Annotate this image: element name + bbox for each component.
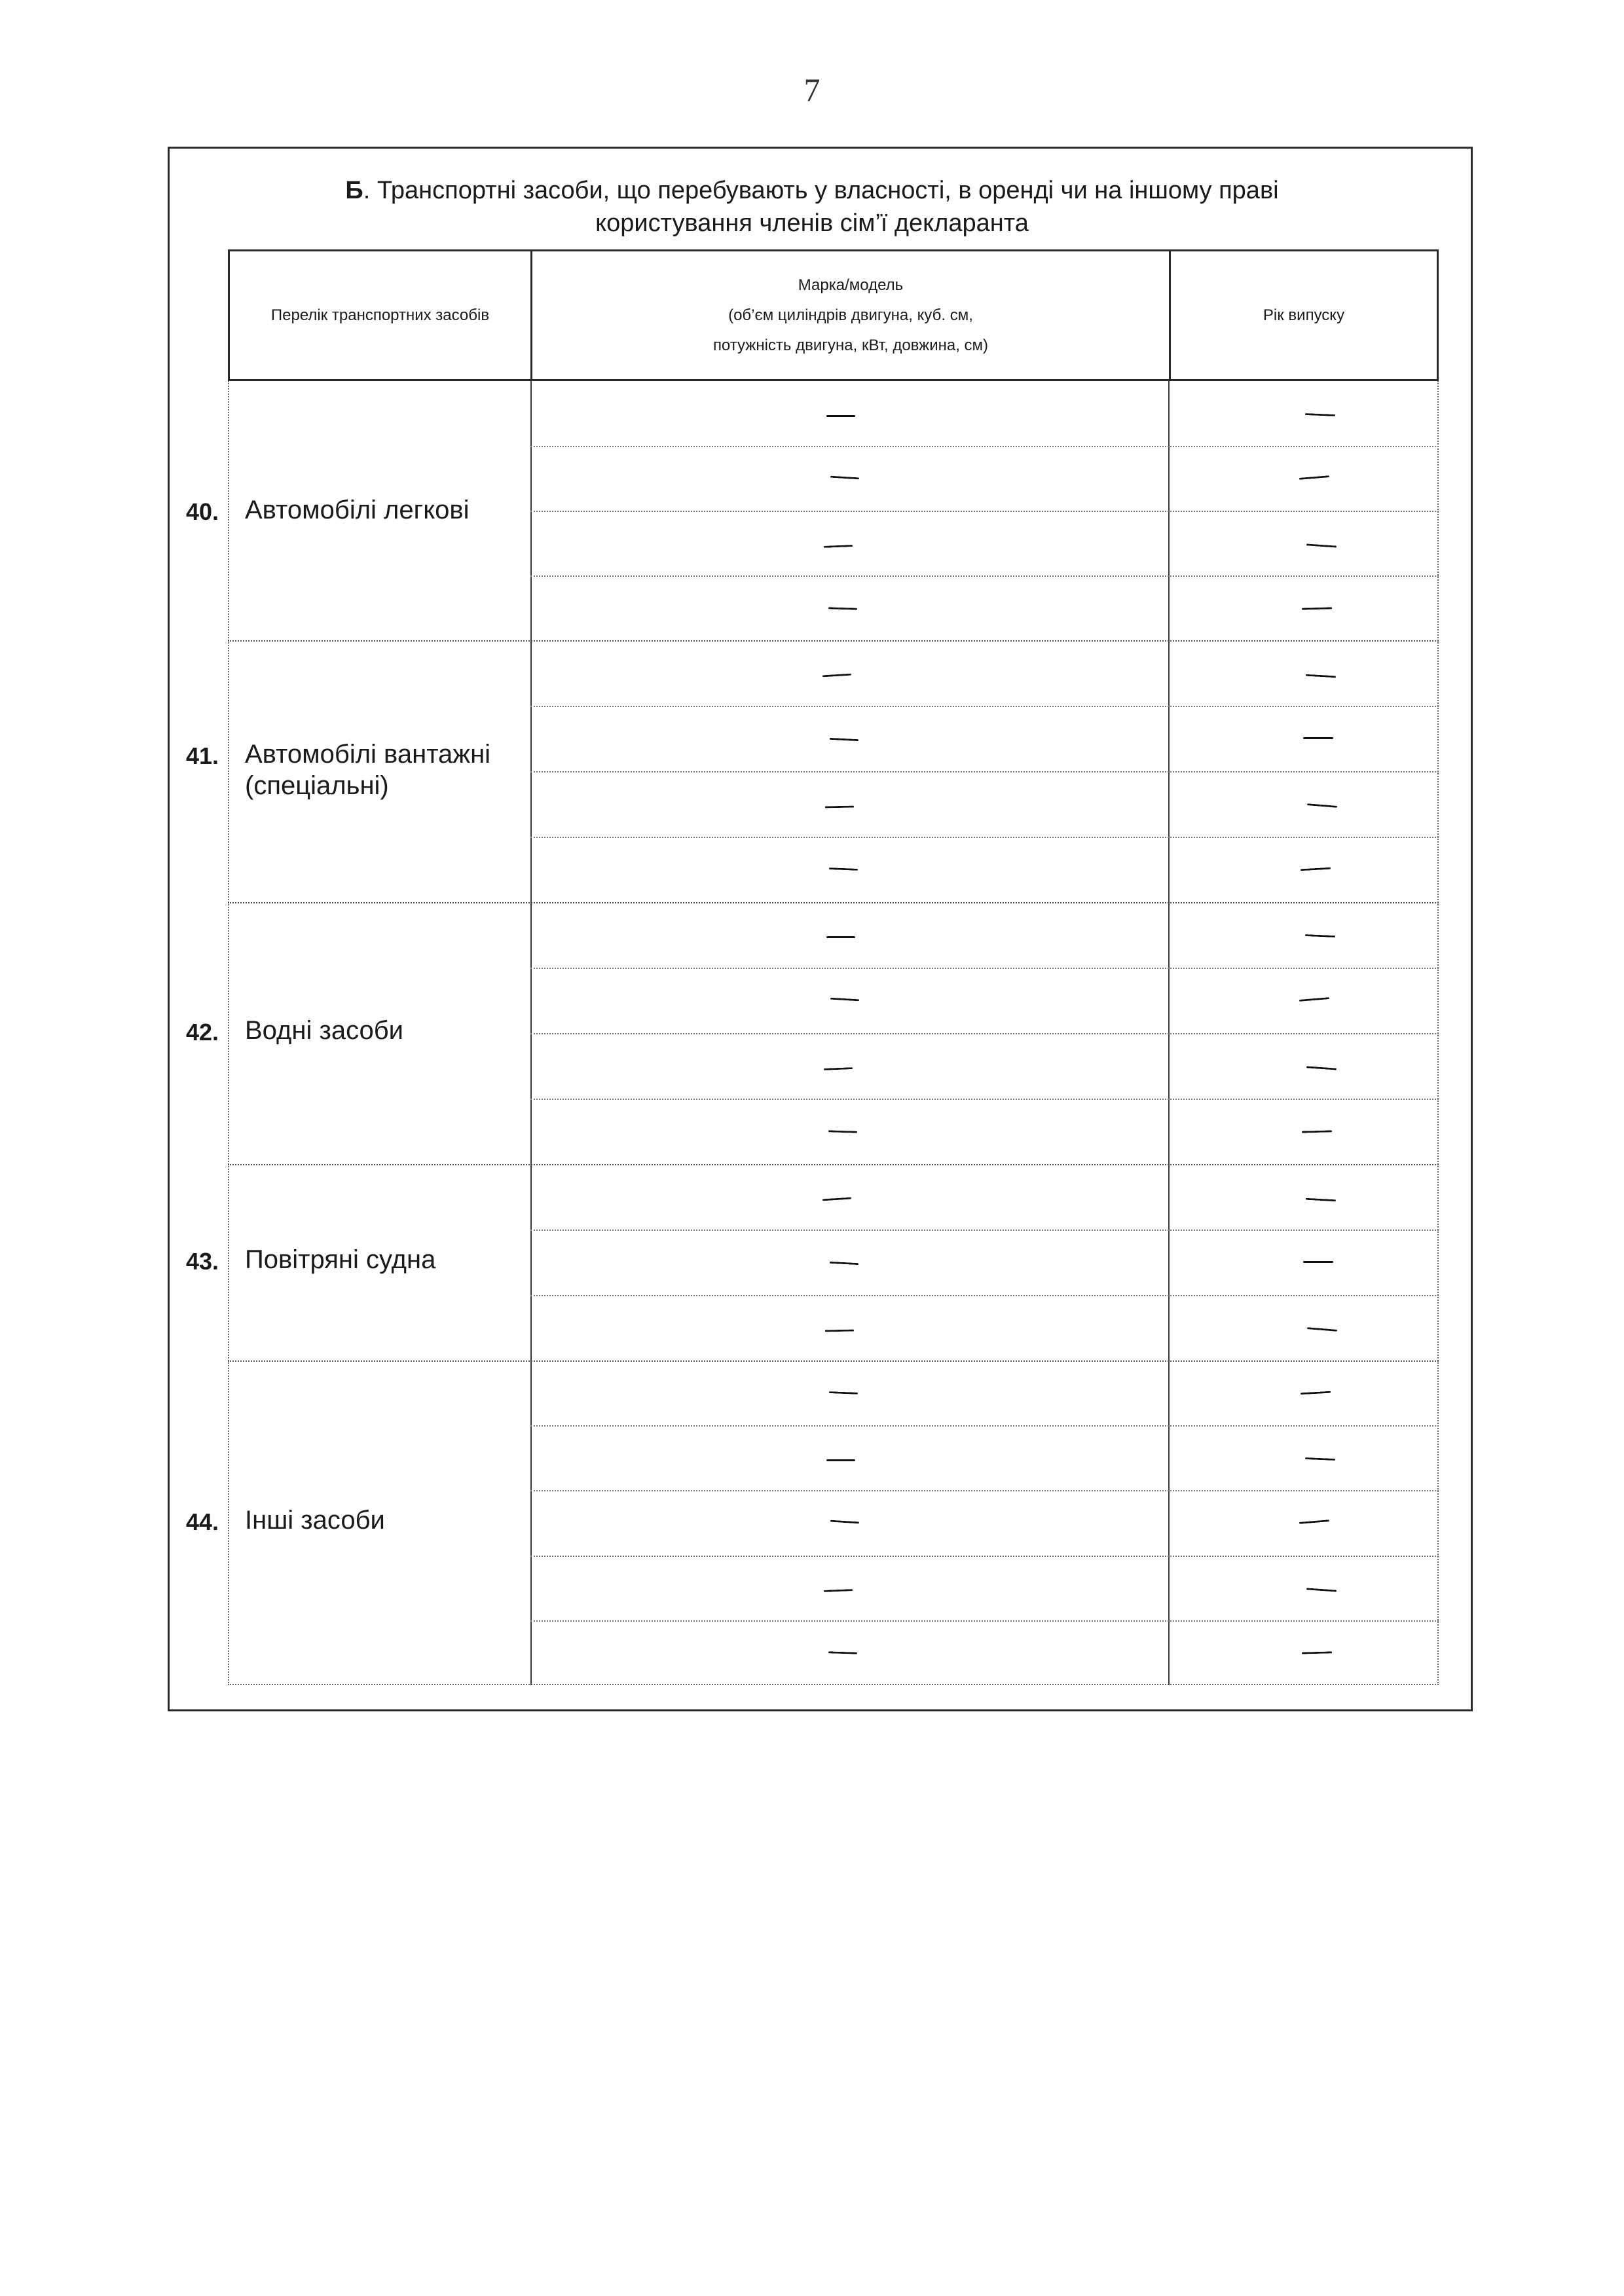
year-empty-dash [1302, 1651, 1332, 1654]
subrow-separator [530, 1490, 1439, 1491]
header-vehicle-type: Перелік транспортних засобів [230, 251, 532, 379]
table-header [228, 249, 1439, 381]
section-title [0, 175, 1624, 206]
subrow-separator [530, 575, 1439, 577]
subrow-separator [530, 1099, 1439, 1100]
group-separator [228, 640, 1439, 642]
row-vehicle-type: Повітряні судна [245, 1245, 436, 1274]
group-separator [228, 1360, 1439, 1362]
row-vehicle-type: Водні засоби [245, 1016, 404, 1045]
page-number: 7 [803, 71, 821, 108]
subrow-separator [530, 706, 1439, 707]
subrow-separator [530, 1556, 1439, 1557]
section-title-line2: користування членів сім’ї декларанта [595, 210, 1029, 237]
row-number: 43. [185, 1248, 219, 1275]
subrow-separator [530, 968, 1439, 969]
subrow-separator [530, 446, 1439, 447]
row-number: 41. [185, 742, 219, 769]
subrow-separator [530, 1620, 1439, 1622]
row-number: 44. [185, 1508, 219, 1535]
row-vehicle-type: Автомобілі легкові [245, 496, 470, 524]
year-empty-dash [1302, 607, 1332, 610]
subrow-separator [530, 771, 1439, 773]
section-letter: Б [345, 177, 363, 204]
year-empty-dash [1302, 1130, 1332, 1133]
subrow-separator [530, 837, 1439, 838]
row-vehicle-type: Інші засоби [245, 1506, 385, 1535]
header-model-line3: потужність двигуна, кВт, довжина, см) [712, 336, 989, 354]
year-empty-dash [1303, 1261, 1333, 1263]
row-number: 42. [185, 1019, 219, 1046]
header-model [532, 251, 1171, 379]
header-year: Рік випуску [1263, 306, 1345, 324]
model-empty-dash [826, 936, 855, 938]
subrow-separator [530, 1033, 1439, 1034]
model-empty-dash [826, 415, 855, 417]
header-model-line2: (об’єм циліндрів двигуна, куб. см, [728, 306, 973, 324]
subrow-separator [530, 1230, 1439, 1231]
group-separator [228, 902, 1439, 903]
subrow-separator [530, 1295, 1439, 1296]
row-vehicle-type: Автомобілі вантажні (спеціальні) [245, 740, 491, 800]
header-model-line1: Марка/модель [798, 276, 904, 294]
subrow-separator [530, 511, 1439, 512]
year-empty-dash [1303, 737, 1333, 739]
section-title-line1: . Транспортні засоби, що перебувають у власності, в оренді чи на іншому праві [363, 177, 1279, 204]
group-separator [228, 1164, 1439, 1165]
row-number: 40. [185, 498, 219, 525]
model-empty-dash [826, 1459, 855, 1461]
subrow-separator [530, 1425, 1439, 1427]
